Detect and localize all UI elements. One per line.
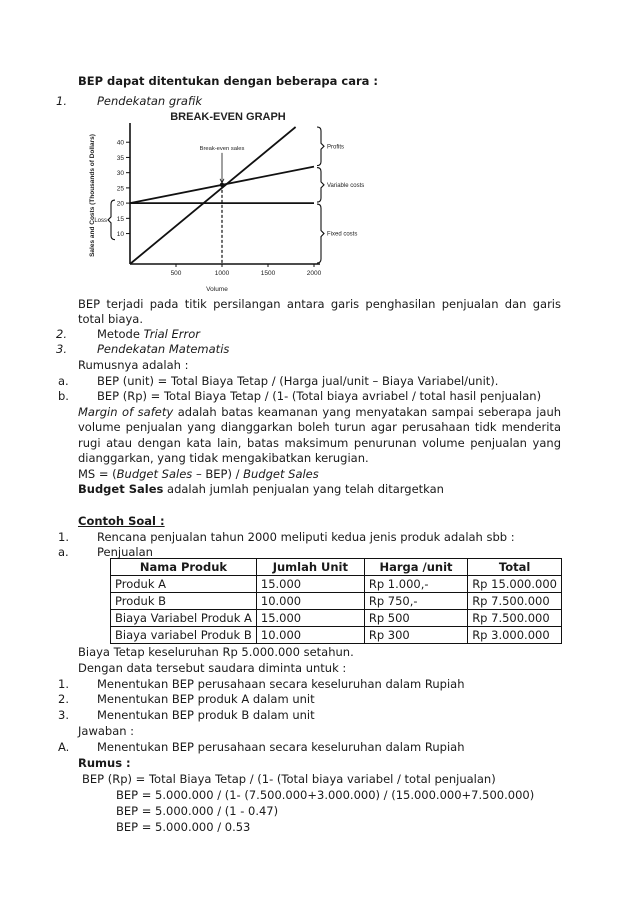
task-2-number: 2.	[58, 692, 69, 706]
jawaban-a-text: Menentukan BEP perusahaan secara keseluruhan dalam Rupiah	[97, 740, 465, 754]
ms-formula	[78, 467, 319, 482]
table-cell: Rp 500	[364, 610, 467, 627]
table-cell: Rp 750,-	[364, 593, 467, 610]
x-tick-label: 500	[170, 270, 182, 277]
calc-line-2: BEP = 5.000.000 / (1 - 0.47)	[116, 804, 279, 818]
ms-term2: Budget Sales	[243, 467, 319, 481]
chart-ticks	[117, 140, 322, 277]
break-even-label: Break-even sales	[199, 145, 245, 152]
bep-intro-heading: BEP dapat ditentukan dengan beberapa cara :	[78, 74, 378, 88]
task-1-text: Menentukan BEP perusahaan secara keseluruhan dalam Rupiah	[97, 677, 465, 691]
loss-label: Loss	[94, 217, 107, 224]
table-header-cell: Total	[468, 559, 562, 576]
profits-brace	[317, 127, 324, 166]
y-tick-label: 35	[116, 154, 124, 162]
margin-line4: dianggarkan, yang tidak mengakibatkan kerugian.	[78, 451, 369, 465]
loss-brace	[108, 200, 115, 240]
table-row	[111, 593, 562, 610]
budget-term: Budget Sales	[78, 482, 164, 496]
method-2-number: 2.	[56, 327, 67, 341]
table-cell: 10.000	[256, 627, 364, 644]
jawaban-a-number: A.	[58, 740, 70, 754]
y-tick-label: 25	[116, 185, 124, 193]
task-1-number: 1.	[58, 677, 69, 691]
y-tick-label: 15	[116, 215, 124, 223]
rumus-a-text: BEP (unit) = Total Biaya Tetap / (Harga jual/unit – Biaya Variabel/unit).	[97, 374, 499, 388]
task-2-text: Menentukan BEP produk A dalam unit	[97, 692, 315, 706]
table-row	[111, 576, 562, 593]
table-header-cell: Harga /unit	[364, 559, 467, 576]
ms-prefix: MS = (	[78, 467, 117, 481]
chart-title: BREAK-EVEN GRAPH	[170, 111, 286, 123]
ms-term1: Budget Sales	[116, 467, 193, 481]
table-cell: Rp 1.000,-	[364, 576, 467, 593]
jawaban-label: Jawaban :	[78, 724, 135, 738]
chart-annotations	[94, 127, 364, 264]
asked-text: Dengan data tersebut saudara diminta untuk :	[78, 661, 347, 675]
y-tick-label: 20	[116, 200, 124, 208]
table-row	[111, 610, 562, 627]
method-1-name: Pendekatan grafik	[97, 94, 203, 108]
table-cell: Produk A	[111, 576, 257, 593]
contoh-qa-text: Penjualan	[97, 545, 153, 559]
table-cell: Biaya Variabel Produk A	[111, 610, 257, 627]
margin-term: Margin of safety	[78, 405, 174, 419]
margin-line1	[78, 405, 561, 420]
method-2-term: Trial Error	[143, 327, 201, 341]
margin-line2: volume penjualan yang dianggarkan boleh turun agar perusahaan tidk menderita	[78, 420, 561, 434]
rumus-a-label: a.	[58, 374, 69, 388]
break-even-graph	[86, 109, 366, 295]
variable-costs-brace	[317, 168, 324, 203]
contoh-soal-heading: Contoh Soal :	[78, 514, 165, 528]
table-cell: Rp 300	[364, 627, 467, 644]
task-3-text: Menentukan BEP produk B dalam unit	[97, 708, 315, 722]
x-tick-label: 1500	[260, 270, 276, 277]
sales-table	[110, 558, 562, 644]
budget-def: adalah jumlah penjualan yang telah ditargetkan	[167, 482, 444, 496]
method-2-prefix: Metode	[97, 327, 144, 341]
fixed-cost-text: Biaya Tetap keseluruhan Rp 5.000.000 setahun.	[78, 645, 354, 659]
jawaban-formula: BEP (Rp) = Total Biaya Tetap / (1- (Total biaya variabel / total penjualan)	[82, 772, 496, 786]
margin-line1-rest: adalah batas keamanan yang menyatakan sampai seberapa jauh	[177, 405, 562, 419]
rumus-b-text: BEP (Rp) = Total Biaya Tetap / (1- (Total biaya avriabel / total hasil penjualan)	[97, 389, 542, 403]
y-tick-label: 10	[116, 231, 124, 239]
chart-y-axis-label: Sales and Costs (Thousands of Dollars)	[89, 134, 96, 257]
table-cell: Rp 7.500.000	[468, 593, 562, 610]
method-3-name: Pendekatan Matematis	[97, 342, 230, 356]
table-header-cell: Jumlah Unit	[256, 559, 364, 576]
rumus-intro: Rumusnya adalah :	[78, 358, 189, 372]
table-row	[111, 627, 562, 644]
chart-x-axis-label: Volume	[206, 286, 228, 293]
table-cell: 15.000	[256, 610, 364, 627]
method-3-number: 3.	[56, 342, 67, 356]
chart-axes	[130, 123, 320, 264]
table-cell: Rp 15.000.000	[468, 576, 562, 593]
bep-explanation-line1: BEP terjadi pada titik persilangan antara garis penghasilan penjualan dan garis	[78, 297, 561, 311]
table-cell: Rp 7.500.000	[468, 610, 562, 627]
ms-mid: – BEP) /	[192, 467, 244, 481]
y-tick-label: 40	[116, 139, 124, 147]
method-1-number: 1.	[56, 94, 67, 108]
variable-costs-label: Variable costs	[327, 182, 365, 189]
task-3-number: 3.	[58, 708, 69, 722]
table-header-cell: Nama Produk	[111, 559, 257, 576]
budget-sales-definition	[78, 482, 444, 497]
contoh-qa-label: a.	[58, 545, 69, 559]
method-2-name	[97, 327, 200, 342]
calc-line-3: BEP = 5.000.000 / 0.53	[116, 820, 251, 834]
contoh-q1-number: 1.	[58, 530, 69, 544]
table-cell: 15.000	[256, 576, 364, 593]
bep-explanation-line2: total biaya.	[78, 312, 144, 326]
rumus-b-label: b.	[58, 389, 69, 403]
jawaban-rumus-label: Rumus :	[78, 756, 131, 770]
table-cell: 10.000	[256, 593, 364, 610]
fixed-costs-brace	[317, 204, 324, 263]
profits-label: Profits	[327, 144, 345, 151]
contoh-q1-text: Rencana penjualan tahun 2000 meliputi kedua jenis produk adalah sbb :	[97, 530, 515, 544]
margin-line3: rugi atau dengan kata lain, batas maksimum penurunan volume penjualan yang	[78, 436, 561, 450]
table-cell: Produk B	[111, 593, 257, 610]
table-cell: Biaya variabel Produk B	[111, 627, 257, 644]
table-header-row	[111, 559, 562, 576]
x-tick-label: 1000	[214, 270, 230, 277]
fixed-costs-label: Fixed costs	[327, 231, 358, 238]
x-tick-label: 2000	[306, 270, 322, 277]
table-cell: Rp 3.000.000	[468, 627, 562, 644]
calc-line-1: BEP = 5.000.000 / (1- (7.500.000+3.000.000) / (15.000.000+7.500.000)	[116, 788, 535, 802]
y-tick-label: 30	[116, 170, 124, 178]
